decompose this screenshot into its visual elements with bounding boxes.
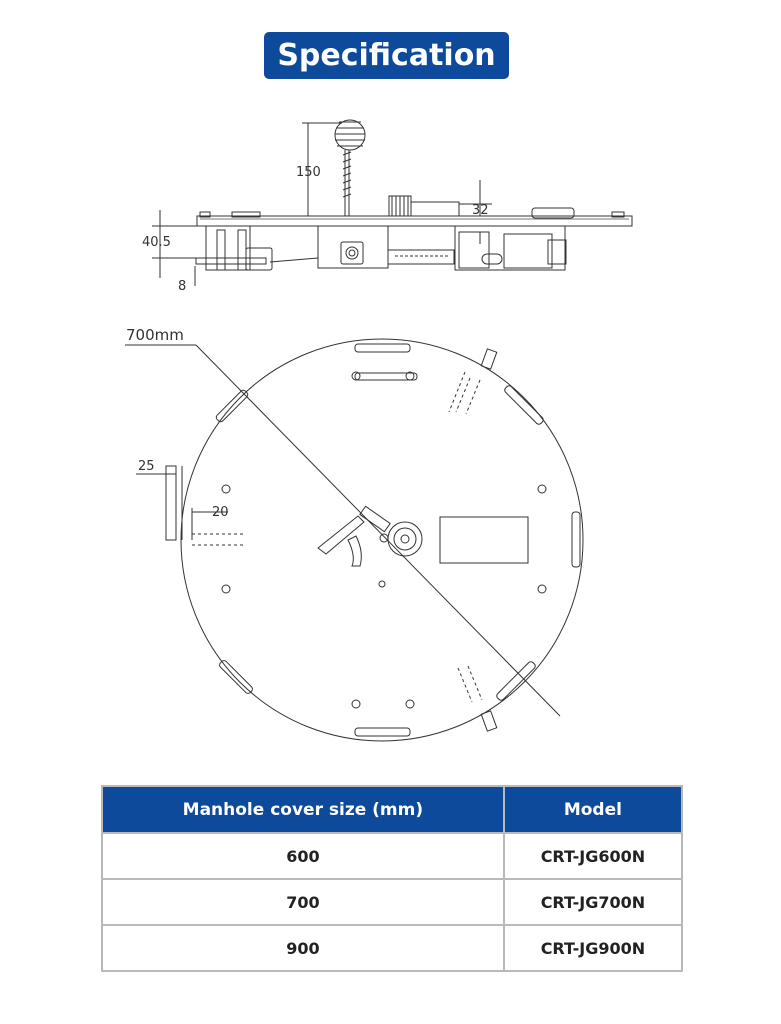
dim-label-8: 8 bbox=[178, 279, 187, 294]
spec-table bbox=[101, 785, 683, 972]
cell-size: 900 bbox=[102, 925, 504, 971]
cell-size: 700 bbox=[102, 879, 504, 925]
cell-model: CRT-JG900N bbox=[504, 925, 682, 971]
header-cover-size: Manhole cover size (mm) bbox=[102, 786, 504, 833]
dim-label-32: 32 bbox=[472, 203, 489, 218]
cell-model: CRT-JG600N bbox=[504, 833, 682, 879]
table-row bbox=[102, 879, 682, 925]
cell-size: 600 bbox=[102, 833, 504, 879]
dim-label-20: 20 bbox=[212, 505, 229, 520]
table-row bbox=[102, 833, 682, 879]
side-view bbox=[152, 120, 632, 286]
table-header-row bbox=[102, 786, 682, 833]
dim-label-25: 25 bbox=[138, 459, 155, 474]
table-row bbox=[102, 925, 682, 971]
dim-label-40-5: 40.5 bbox=[142, 235, 171, 250]
dim-label-700mm: 700mm bbox=[126, 326, 184, 344]
page-title: Specification bbox=[264, 32, 509, 79]
dim-label-150: 150 bbox=[296, 165, 321, 180]
cell-model: CRT-JG700N bbox=[504, 879, 682, 925]
header-model: Model bbox=[504, 786, 682, 833]
top-view bbox=[125, 339, 583, 741]
